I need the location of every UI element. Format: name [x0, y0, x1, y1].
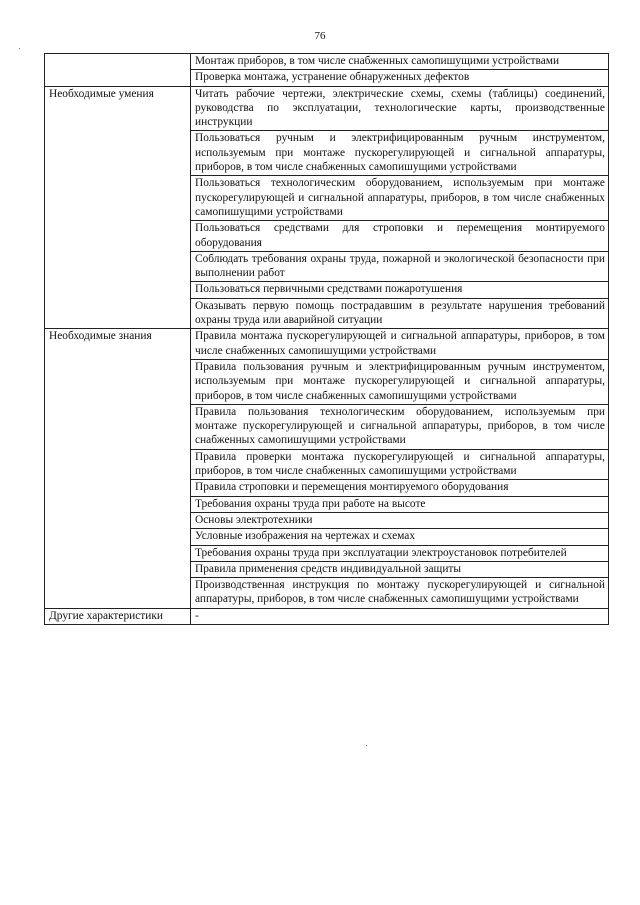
section-item: Правила монтажа пускорегулирующей и сигнальной аппаратуры, приборов, в том числе снабженных самопишущими устройствами — [191, 329, 609, 360]
section-item: Производственная инструкция по монтажу пускорегулирующей и сигнальной аппаратуры, приборов, в том числе снабженных самопишущими устройствами — [191, 578, 609, 609]
section-item: Правила применения средств индивидуальной защиты — [191, 561, 609, 577]
scan-speck — [366, 745, 367, 746]
section-item: Пользоваться средствами для строповки и перемещения монтируемого оборудования — [191, 221, 609, 252]
table-row — [45, 54, 609, 70]
section-label: Необходимые умения — [45, 86, 191, 329]
section-item: Требования охраны труда при эксплуатации электроустановок потребителей — [191, 545, 609, 561]
section-item: Основы электротехники — [191, 512, 609, 528]
section-item: Требования охраны труда при работе на высоте — [191, 496, 609, 512]
section-item: Пользоваться технологическим оборудованием, используемым при монтаже пускорегулирующей и сигнальной аппаратуры, приборов, в том числе снабженных самопишущими устройствами — [191, 176, 609, 221]
section-label: Другие характеристики — [45, 608, 191, 624]
page-number: 76 — [314, 30, 326, 42]
section-item: Правила проверки монтажа пускорегулирующей и сигнальной аппаратуры, приборов, в том числе снабженных самопишущими устройствами — [191, 449, 609, 480]
table-row — [45, 86, 609, 131]
table-row — [45, 608, 609, 624]
section-item: Монтаж приборов, в том числе снабженных самопишущими устройствами — [191, 54, 609, 70]
section-item: - — [191, 608, 609, 624]
section-item: Условные изображения на чертежах и схемах — [191, 529, 609, 545]
section-label — [45, 54, 191, 87]
section-item: Пользоваться ручным и электрифицированным ручным инструментом, используемым при монтаже пускорегулирующей и сигнальной аппаратуры, приборов, в том числе снабженных самопишущими устройствами — [191, 131, 609, 176]
section-label: Необходимые знания — [45, 329, 191, 608]
table-body — [45, 54, 609, 625]
section-item: Оказывать первую помощь пострадавшим в результате нарушения требований охраны труда или аварийной ситуации — [191, 298, 609, 329]
scan-speck — [19, 48, 20, 49]
section-item: Правила строповки и перемещения монтируемого оборудования — [191, 480, 609, 496]
section-item: Соблюдать требования охраны труда, пожарной и экологической безопасности при выполнении работ — [191, 251, 609, 282]
table-row — [45, 329, 609, 360]
section-item: Читать рабочие чертежи, электрические схемы, схемы (таблицы) соединений, руководства по эксплуатации, технологические карты, производственные инструкции — [191, 86, 609, 131]
requirements-table — [44, 53, 609, 625]
section-item: Проверка монтажа, устранение обнаруженных дефектов — [191, 70, 609, 86]
section-item: Пользоваться первичными средствами пожаротушения — [191, 282, 609, 298]
section-item: Правила пользования технологическим оборудованием, используемым при монтаже пускорегулирующей и сигнальной аппаратуры, приборов, в том числе снабженных самопишущими устройствами — [191, 404, 609, 449]
section-item: Правила пользования ручным и электрифицированным ручным инструментом, используемым при монтаже пускорегулирующей и сигнальной аппаратуры, приборов, в том числе снабженных самопишущими устройствами — [191, 359, 609, 404]
